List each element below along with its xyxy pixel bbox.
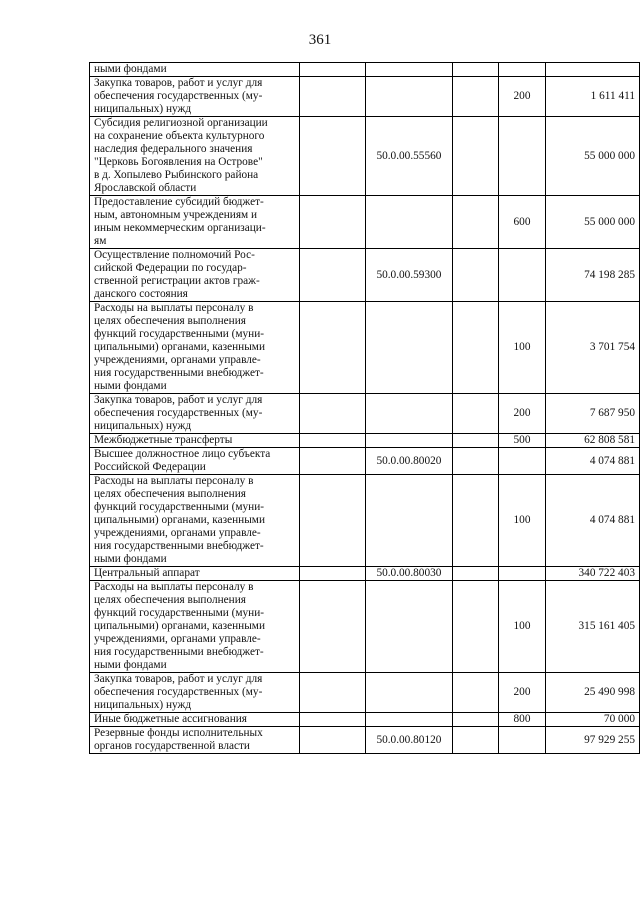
table-row: [90, 673, 640, 713]
table-row: [90, 581, 640, 673]
empty-cell: [300, 475, 366, 567]
row-code-cell: 50.0.00.55560: [365, 117, 453, 196]
table-row: [90, 448, 640, 475]
row-type-cell: [499, 448, 545, 475]
row-code-cell: [365, 581, 453, 673]
table-row: [90, 434, 640, 448]
row-code-cell: [365, 196, 453, 249]
empty-cell: [453, 196, 499, 249]
empty-cell: [300, 117, 366, 196]
empty-cell: [453, 434, 499, 448]
row-sum-cell: 1 611 411: [545, 77, 639, 117]
row-type-cell: [499, 117, 545, 196]
empty-cell: [453, 713, 499, 727]
row-sum-cell: 25 490 998: [545, 673, 639, 713]
row-code-cell: [365, 434, 453, 448]
row-name-cell: Расходы на выплаты персоналу в целях обеспечения выполнения функций государственными (муни- ципальными) органами, казенными учреждениями, органами управле- ния государственными внебюджет- ными фондами: [90, 475, 300, 567]
row-name-cell: Субсидия религиозной организации на сохранение объекта культурного наследия федерального значения "Церковь Богоявления на Острове" в д. Хопылево Рыбинского района Ярославской области: [90, 117, 300, 196]
page-number: 361: [308, 32, 332, 48]
row-name-cell: Расходы на выплаты персоналу в целях обеспечения выполнения функций государственными (муни- ципальными) органами, казенными учреждениями, органами управле- ния государственными внебюджет- ными фондами: [90, 302, 300, 394]
row-sum-cell: 3 701 754: [545, 302, 639, 394]
table-row: [90, 713, 640, 727]
empty-cell: [453, 567, 499, 581]
budget-table: [89, 62, 640, 754]
table-row: [90, 117, 640, 196]
empty-cell: [453, 394, 499, 434]
empty-cell: [300, 581, 366, 673]
row-code-cell: 50.0.00.80120: [365, 727, 453, 754]
table-row: [90, 727, 640, 754]
row-sum-cell: [545, 63, 639, 77]
row-name-cell: Центральный аппарат: [90, 567, 300, 581]
empty-cell: [453, 673, 499, 713]
empty-cell: [453, 63, 499, 77]
row-code-cell: [365, 394, 453, 434]
empty-cell: [453, 581, 499, 673]
row-type-cell: 200: [499, 673, 545, 713]
table-row: [90, 249, 640, 302]
row-type-cell: 200: [499, 77, 545, 117]
row-sum-cell: 55 000 000: [545, 117, 639, 196]
row-type-cell: 100: [499, 302, 545, 394]
row-type-cell: 800: [499, 713, 545, 727]
empty-cell: [300, 713, 366, 727]
row-type-cell: 200: [499, 394, 545, 434]
empty-cell: [300, 63, 366, 77]
table-row: [90, 567, 640, 581]
row-sum-cell: 74 198 285: [545, 249, 639, 302]
empty-cell: [453, 77, 499, 117]
table-row: [90, 77, 640, 117]
empty-cell: [300, 673, 366, 713]
row-sum-cell: 315 161 405: [545, 581, 639, 673]
empty-cell: [300, 394, 366, 434]
row-type-cell: 500: [499, 434, 545, 448]
row-code-cell: [365, 673, 453, 713]
empty-cell: [300, 727, 366, 754]
empty-cell: [453, 117, 499, 196]
row-name-cell: Иные бюджетные ассигнования: [90, 713, 300, 727]
row-name-cell: Межбюджетные трансферты: [90, 434, 300, 448]
empty-cell: [453, 448, 499, 475]
row-sum-cell: 4 074 881: [545, 448, 639, 475]
empty-cell: [300, 448, 366, 475]
row-sum-cell: 97 929 255: [545, 727, 639, 754]
table-row: [90, 196, 640, 249]
table-row: [90, 475, 640, 567]
table-row: [90, 394, 640, 434]
row-code-cell: 50.0.00.80020: [365, 448, 453, 475]
empty-cell: [300, 196, 366, 249]
row-type-cell: 100: [499, 581, 545, 673]
empty-cell: [453, 727, 499, 754]
empty-cell: [300, 567, 366, 581]
empty-cell: [453, 475, 499, 567]
row-code-cell: 50.0.00.80030: [365, 567, 453, 581]
row-type-cell: 600: [499, 196, 545, 249]
empty-cell: [453, 302, 499, 394]
row-sum-cell: 4 074 881: [545, 475, 639, 567]
row-code-cell: [365, 63, 453, 77]
row-name-cell: Резервные фонды исполнительных органов государственной власти: [90, 727, 300, 754]
row-name-cell: Закупка товаров, работ и услуг для обеспечения государственных (му- ниципальных) нужд: [90, 77, 300, 117]
row-type-cell: [499, 63, 545, 77]
row-name-cell: Расходы на выплаты персоналу в целях обеспечения выполнения функций государственными (муни- ципальными) органами, казенными учреждениями, органами управле- ния государственными внебюджет- ными фондами: [90, 581, 300, 673]
row-sum-cell: 55 000 000: [545, 196, 639, 249]
row-type-cell: [499, 249, 545, 302]
row-code-cell: [365, 475, 453, 567]
row-sum-cell: 340 722 403: [545, 567, 639, 581]
row-code-cell: [365, 713, 453, 727]
row-code-cell: 50.0.00.59300: [365, 249, 453, 302]
row-sum-cell: 70 000: [545, 713, 639, 727]
empty-cell: [453, 249, 499, 302]
row-sum-cell: 62 808 581: [545, 434, 639, 448]
row-type-cell: [499, 727, 545, 754]
empty-cell: [300, 77, 366, 117]
table-row: [90, 302, 640, 394]
row-name-cell: Осуществление полномочий Рос- сийской Федерации по государ- ственной регистрации актов граж- данского состояния: [90, 249, 300, 302]
table-row: [90, 63, 640, 77]
row-code-cell: [365, 302, 453, 394]
row-name-cell: Высшее должностное лицо субъекта Российской Федерации: [90, 448, 300, 475]
row-name-cell: ными фондами: [90, 63, 300, 77]
row-sum-cell: 7 687 950: [545, 394, 639, 434]
row-type-cell: [499, 567, 545, 581]
empty-cell: [300, 302, 366, 394]
row-type-cell: 100: [499, 475, 545, 567]
row-code-cell: [365, 77, 453, 117]
row-name-cell: Предоставление субсидий бюджет- ным, автономным учреждениям и иным некоммерческим организаци- ям: [90, 196, 300, 249]
row-name-cell: Закупка товаров, работ и услуг для обеспечения государственных (му- ниципальных) нужд: [90, 673, 300, 713]
empty-cell: [300, 249, 366, 302]
row-name-cell: Закупка товаров, работ и услуг для обеспечения государственных (му- ниципальных) нужд: [90, 394, 300, 434]
empty-cell: [300, 434, 366, 448]
